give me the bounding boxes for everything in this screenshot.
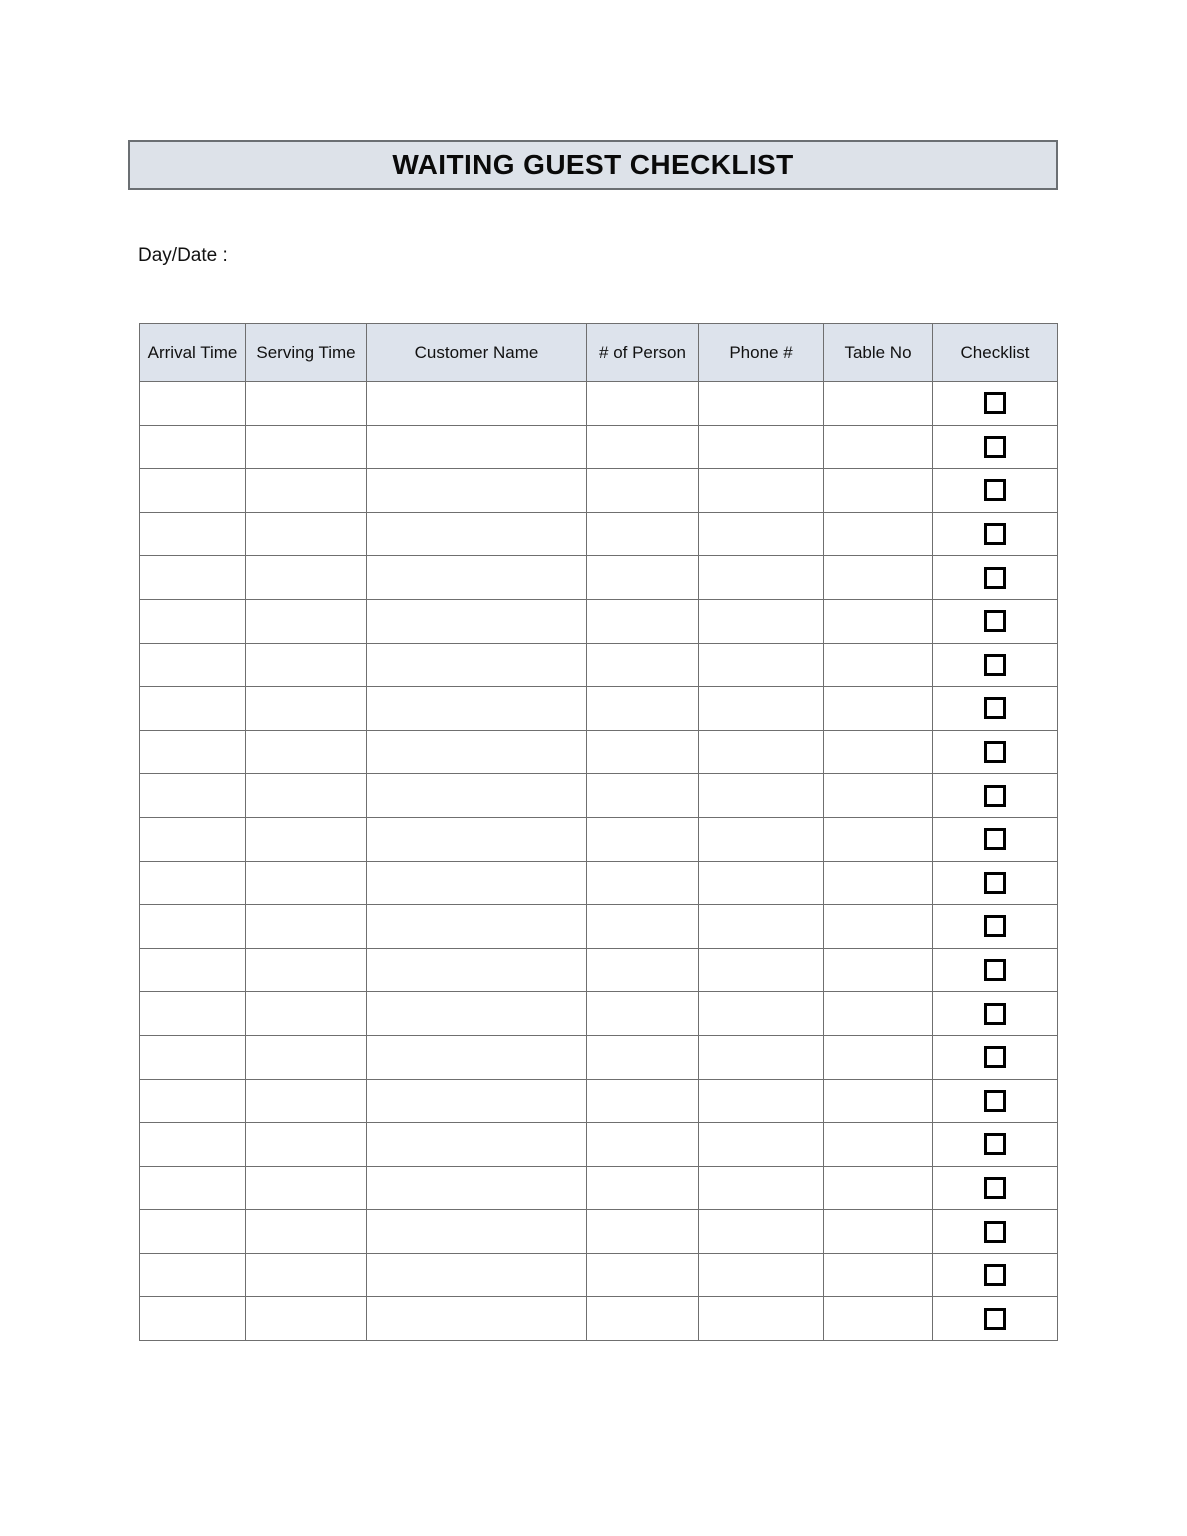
cell-number_of_persons[interactable] [587, 1253, 699, 1297]
cell-number_of_persons[interactable] [587, 905, 699, 949]
table-row [140, 730, 1058, 774]
cell-phone_number[interactable] [699, 643, 824, 687]
cell-customer_name[interactable] [367, 817, 587, 861]
page-title: WAITING GUEST CHECKLIST [392, 149, 794, 180]
cell-arrival_time[interactable] [140, 1166, 246, 1210]
cell-phone_number[interactable] [699, 1035, 824, 1079]
cell-table_no[interactable] [824, 861, 933, 905]
table-row [140, 948, 1058, 992]
empty-checkbox-icon[interactable] [984, 1090, 1006, 1112]
cell-customer_name[interactable] [367, 687, 587, 731]
cell-number_of_persons[interactable] [587, 599, 699, 643]
cell-phone_number[interactable] [699, 425, 824, 469]
cell-serving_time[interactable] [246, 730, 367, 774]
cell-phone_number[interactable] [699, 1079, 824, 1123]
cell-number_of_persons[interactable] [587, 1123, 699, 1167]
cell-serving_time[interactable] [246, 1297, 367, 1341]
cell-customer_name[interactable] [367, 905, 587, 949]
cell-arrival_time[interactable] [140, 1079, 246, 1123]
cell-table_no[interactable] [824, 948, 933, 992]
cell-customer_name[interactable] [367, 469, 587, 513]
checklist-cell[interactable] [933, 1210, 1058, 1254]
table-row [140, 774, 1058, 818]
cell-serving_time[interactable] [246, 992, 367, 1036]
cell-customer_name[interactable] [367, 556, 587, 600]
cell-table_no[interactable] [824, 992, 933, 1036]
cell-arrival_time[interactable] [140, 992, 246, 1036]
cell-arrival_time[interactable] [140, 948, 246, 992]
cell-phone_number[interactable] [699, 730, 824, 774]
cell-arrival_time[interactable] [140, 1123, 246, 1167]
checklist-cell[interactable] [933, 1297, 1058, 1341]
cell-arrival_time[interactable] [140, 1253, 246, 1297]
cell-serving_time[interactable] [246, 382, 367, 426]
cell-phone_number[interactable] [699, 1253, 824, 1297]
empty-checkbox-icon[interactable] [984, 1264, 1006, 1286]
cell-table_no[interactable] [824, 599, 933, 643]
cell-number_of_persons[interactable] [587, 817, 699, 861]
cell-number_of_persons[interactable] [587, 1035, 699, 1079]
cell-table_no[interactable] [824, 1079, 933, 1123]
cell-table_no[interactable] [824, 643, 933, 687]
cell-table_no[interactable] [824, 1123, 933, 1167]
cell-serving_time[interactable] [246, 817, 367, 861]
cell-phone_number[interactable] [699, 948, 824, 992]
cell-number_of_persons[interactable] [587, 382, 699, 426]
cell-serving_time[interactable] [246, 512, 367, 556]
checklist-cell[interactable] [933, 643, 1058, 687]
table-row [140, 905, 1058, 949]
table-row [140, 469, 1058, 513]
cell-customer_name[interactable] [367, 425, 587, 469]
cell-phone_number[interactable] [699, 1210, 824, 1254]
cell-serving_time[interactable] [246, 1035, 367, 1079]
empty-checkbox-icon[interactable] [984, 479, 1006, 501]
checklist-cell[interactable] [933, 382, 1058, 426]
cell-phone_number[interactable] [699, 1297, 824, 1341]
cell-number_of_persons[interactable] [587, 687, 699, 731]
cell-customer_name[interactable] [367, 948, 587, 992]
document-title-banner [128, 140, 1058, 190]
empty-checkbox-icon[interactable] [984, 785, 1006, 807]
empty-checkbox-icon[interactable] [984, 567, 1006, 589]
checklist-cell[interactable] [933, 817, 1058, 861]
cell-serving_time[interactable] [246, 425, 367, 469]
table-row [140, 512, 1058, 556]
table-row [140, 599, 1058, 643]
checklist-cell[interactable] [933, 948, 1058, 992]
empty-checkbox-icon[interactable] [984, 392, 1006, 414]
cell-number_of_persons[interactable] [587, 730, 699, 774]
table-row [140, 992, 1058, 1036]
cell-phone_number[interactable] [699, 905, 824, 949]
cell-phone_number[interactable] [699, 556, 824, 600]
table-header [140, 324, 1058, 382]
cell-phone_number[interactable] [699, 992, 824, 1036]
cell-phone_number[interactable] [699, 512, 824, 556]
table-row [140, 1297, 1058, 1341]
cell-arrival_time[interactable] [140, 817, 246, 861]
checklist-cell[interactable] [933, 992, 1058, 1036]
cell-number_of_persons[interactable] [587, 643, 699, 687]
cell-customer_name[interactable] [367, 643, 587, 687]
empty-checkbox-icon[interactable] [984, 654, 1006, 676]
table-row [140, 382, 1058, 426]
cell-number_of_persons[interactable] [587, 425, 699, 469]
table-row [140, 643, 1058, 687]
cell-number_of_persons[interactable] [587, 1297, 699, 1341]
cell-table_no[interactable] [824, 687, 933, 731]
cell-number_of_persons[interactable] [587, 469, 699, 513]
empty-checkbox-icon[interactable] [984, 1046, 1006, 1068]
empty-checkbox-icon[interactable] [984, 959, 1006, 981]
cell-serving_time[interactable] [246, 1166, 367, 1210]
cell-customer_name[interactable] [367, 382, 587, 426]
cell-arrival_time[interactable] [140, 425, 246, 469]
cell-arrival_time[interactable] [140, 469, 246, 513]
cell-customer_name[interactable] [367, 1079, 587, 1123]
cell-table_no[interactable] [824, 469, 933, 513]
cell-arrival_time[interactable] [140, 687, 246, 731]
column-header-phone-number: Phone # [699, 324, 824, 382]
cell-table_no[interactable] [824, 512, 933, 556]
table-row [140, 1035, 1058, 1079]
cell-customer_name[interactable] [367, 599, 587, 643]
table-row [140, 1079, 1058, 1123]
cell-serving_time[interactable] [246, 1123, 367, 1167]
cell-serving_time[interactable] [246, 687, 367, 731]
cell-table_no[interactable] [824, 730, 933, 774]
cell-number_of_persons[interactable] [587, 1210, 699, 1254]
cell-phone_number[interactable] [699, 687, 824, 731]
cell-arrival_time[interactable] [140, 730, 246, 774]
checklist-cell[interactable] [933, 861, 1058, 905]
empty-checkbox-icon[interactable] [984, 610, 1006, 632]
checklist-cell[interactable] [933, 774, 1058, 818]
cell-arrival_time[interactable] [140, 512, 246, 556]
cell-arrival_time[interactable] [140, 774, 246, 818]
cell-number_of_persons[interactable] [587, 1079, 699, 1123]
column-header-serving-time: Serving Time [246, 324, 367, 382]
empty-checkbox-icon[interactable] [984, 436, 1006, 458]
cell-customer_name[interactable] [367, 1297, 587, 1341]
cell-phone_number[interactable] [699, 774, 824, 818]
table-body [140, 382, 1058, 1341]
cell-table_no[interactable] [824, 905, 933, 949]
cell-arrival_time[interactable] [140, 382, 246, 426]
cell-phone_number[interactable] [699, 469, 824, 513]
cell-number_of_persons[interactable] [587, 861, 699, 905]
cell-customer_name[interactable] [367, 512, 587, 556]
checklist-cell[interactable] [933, 469, 1058, 513]
cell-customer_name[interactable] [367, 730, 587, 774]
cell-serving_time[interactable] [246, 861, 367, 905]
checklist-cell[interactable] [933, 512, 1058, 556]
cell-arrival_time[interactable] [140, 905, 246, 949]
empty-checkbox-icon[interactable] [984, 828, 1006, 850]
empty-checkbox-icon[interactable] [984, 697, 1006, 719]
table-row [140, 1123, 1058, 1167]
cell-number_of_persons[interactable] [587, 512, 699, 556]
cell-arrival_time[interactable] [140, 599, 246, 643]
cell-serving_time[interactable] [246, 1253, 367, 1297]
cell-serving_time[interactable] [246, 643, 367, 687]
cell-serving_time[interactable] [246, 599, 367, 643]
empty-checkbox-icon[interactable] [984, 915, 1006, 937]
cell-number_of_persons[interactable] [587, 774, 699, 818]
checklist-cell[interactable] [933, 425, 1058, 469]
cell-serving_time[interactable] [246, 948, 367, 992]
empty-checkbox-icon[interactable] [984, 523, 1006, 545]
empty-checkbox-icon[interactable] [984, 1133, 1006, 1155]
checklist-cell[interactable] [933, 1166, 1058, 1210]
cell-customer_name[interactable] [367, 861, 587, 905]
table-row [140, 817, 1058, 861]
empty-checkbox-icon[interactable] [984, 1221, 1006, 1243]
cell-phone_number[interactable] [699, 1166, 824, 1210]
cell-arrival_time[interactable] [140, 861, 246, 905]
checklist-cell[interactable] [933, 1123, 1058, 1167]
cell-number_of_persons[interactable] [587, 948, 699, 992]
cell-number_of_persons[interactable] [587, 992, 699, 1036]
column-header-number-of-person: # of Person [587, 324, 699, 382]
cell-phone_number[interactable] [699, 599, 824, 643]
cell-customer_name[interactable] [367, 992, 587, 1036]
table-row [140, 1253, 1058, 1297]
column-header-checklist: Checklist [933, 324, 1058, 382]
cell-table_no[interactable] [824, 1166, 933, 1210]
cell-table_no[interactable] [824, 556, 933, 600]
cell-table_no[interactable] [824, 382, 933, 426]
empty-checkbox-icon[interactable] [984, 872, 1006, 894]
column-header-table-no: Table No [824, 324, 933, 382]
cell-customer_name[interactable] [367, 1210, 587, 1254]
cell-customer_name[interactable] [367, 1035, 587, 1079]
checklist-cell[interactable] [933, 599, 1058, 643]
cell-table_no[interactable] [824, 1297, 933, 1341]
empty-checkbox-icon[interactable] [984, 1177, 1006, 1199]
cell-arrival_time[interactable] [140, 1035, 246, 1079]
table-row [140, 425, 1058, 469]
cell-phone_number[interactable] [699, 817, 824, 861]
cell-phone_number[interactable] [699, 861, 824, 905]
cell-customer_name[interactable] [367, 1166, 587, 1210]
checklist-cell[interactable] [933, 730, 1058, 774]
cell-arrival_time[interactable] [140, 643, 246, 687]
cell-customer_name[interactable] [367, 774, 587, 818]
cell-serving_time[interactable] [246, 1079, 367, 1123]
empty-checkbox-icon[interactable] [984, 1308, 1006, 1330]
column-header-arrival-time: Arrival Time [140, 324, 246, 382]
cell-serving_time[interactable] [246, 556, 367, 600]
table-row [140, 556, 1058, 600]
cell-serving_time[interactable] [246, 1210, 367, 1254]
cell-table_no[interactable] [824, 1253, 933, 1297]
day-date-label: Day/Date : [138, 245, 228, 266]
cell-phone_number[interactable] [699, 1123, 824, 1167]
checklist-cell[interactable] [933, 687, 1058, 731]
cell-table_no[interactable] [824, 1035, 933, 1079]
checklist-cell[interactable] [933, 1253, 1058, 1297]
table-row [140, 1210, 1058, 1254]
checklist-cell[interactable] [933, 1079, 1058, 1123]
checklist-cell[interactable] [933, 905, 1058, 949]
cell-customer_name[interactable] [367, 1123, 587, 1167]
empty-checkbox-icon[interactable] [984, 741, 1006, 763]
table-row [140, 1166, 1058, 1210]
cell-serving_time[interactable] [246, 469, 367, 513]
cell-table_no[interactable] [824, 817, 933, 861]
cell-arrival_time[interactable] [140, 1210, 246, 1254]
checklist-cell[interactable] [933, 1035, 1058, 1079]
cell-arrival_time[interactable] [140, 1297, 246, 1341]
cell-table_no[interactable] [824, 774, 933, 818]
cell-table_no[interactable] [824, 425, 933, 469]
cell-arrival_time[interactable] [140, 556, 246, 600]
waiting-guest-table [139, 323, 1058, 1341]
cell-serving_time[interactable] [246, 774, 367, 818]
cell-phone_number[interactable] [699, 382, 824, 426]
cell-customer_name[interactable] [367, 1253, 587, 1297]
column-header-customer-name: Customer Name [367, 324, 587, 382]
table-row [140, 687, 1058, 731]
cell-number_of_persons[interactable] [587, 1166, 699, 1210]
empty-checkbox-icon[interactable] [984, 1003, 1006, 1025]
table-header-row [140, 324, 1058, 382]
table-row [140, 861, 1058, 905]
cell-table_no[interactable] [824, 1210, 933, 1254]
checklist-cell[interactable] [933, 556, 1058, 600]
cell-number_of_persons[interactable] [587, 556, 699, 600]
cell-serving_time[interactable] [246, 905, 367, 949]
